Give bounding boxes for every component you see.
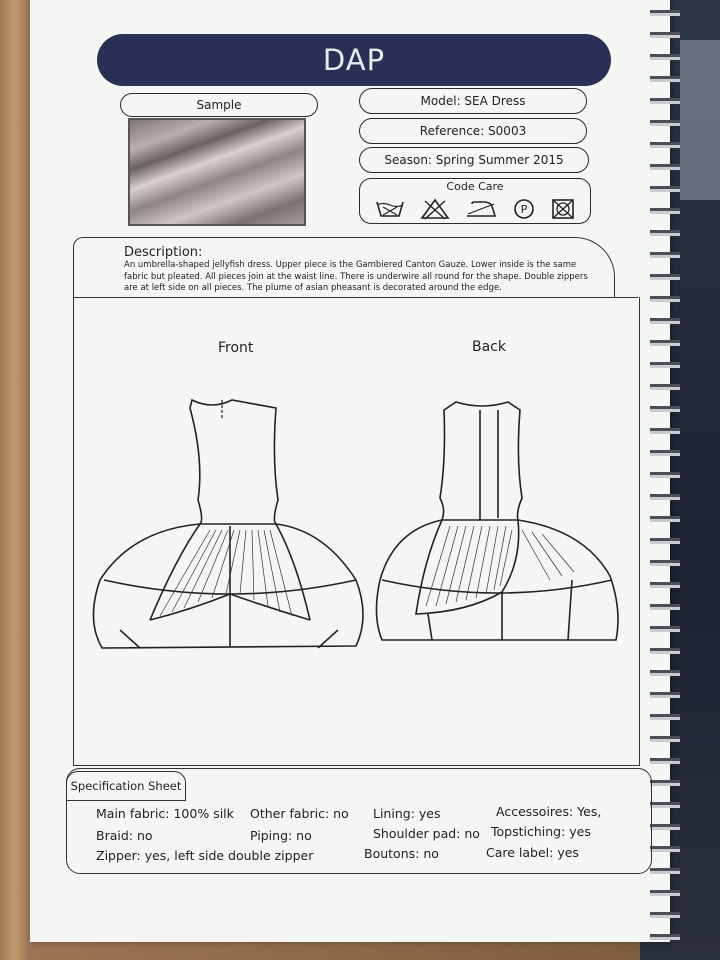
wash-30-icon: [375, 198, 405, 220]
spec-accessoires: Accessoires: Yes,: [496, 804, 602, 819]
care-icon-row: [368, 195, 582, 223]
code-care-title: Code Care: [446, 180, 504, 193]
spec-shoulder-pad: Shoulder pad: no: [373, 826, 480, 841]
spiral-binding: [650, 0, 680, 942]
no-bleach-icon: [420, 198, 450, 220]
specification-title: Specification Sheet: [66, 771, 186, 801]
spec-main-fabric: Main fabric: 100% silk: [96, 806, 234, 821]
sample-label: Sample: [120, 93, 318, 117]
spec-boutons: Boutons: no: [364, 846, 439, 861]
spec-care-label: Care label: yes: [486, 845, 579, 860]
spec-other-fabric: Other fabric: no: [250, 806, 349, 821]
front-view-label: Front: [218, 340, 254, 356]
iron-icon: [464, 198, 498, 220]
back-view-label: Back: [472, 339, 506, 355]
spec-topstiching: Topstiching: yes: [491, 824, 591, 839]
spec-lining: Lining: yes: [373, 806, 441, 821]
model-field: Model: SEA Dress: [359, 88, 587, 114]
spec-piping: Piping: no: [250, 828, 312, 843]
reference-field: Reference: S0003: [359, 118, 587, 144]
spec-zipper: Zipper: yes, left side double zipper: [96, 848, 314, 863]
page-title: DAP: [97, 34, 611, 86]
spec-braid: Braid: no: [96, 828, 153, 843]
description-title: Description:: [124, 245, 203, 260]
svg-text:P: P: [521, 203, 528, 216]
front-dress-drawing: [80, 380, 380, 670]
back-dress-drawing: [372, 380, 622, 670]
no-tumble-dry-icon: [551, 198, 575, 220]
fabric-sample-photo: [128, 118, 306, 226]
description-text: An umbrella-shaped jellyfish dress. Upper piece is the Gambiered Canton Gauze. Lower inside is the same fabric but pleated. All pieces join at the waist line. There is underwire all round for the shape. Double zippers are at left side on all pieces. The plume of asian pheasant is decorated around the edge.: [124, 260, 588, 293]
season-field: Season: Spring Summer 2015: [359, 147, 589, 173]
dry-clean-p-icon: [512, 198, 536, 220]
binder-glare: [680, 40, 720, 200]
code-care-box: [359, 178, 591, 224]
